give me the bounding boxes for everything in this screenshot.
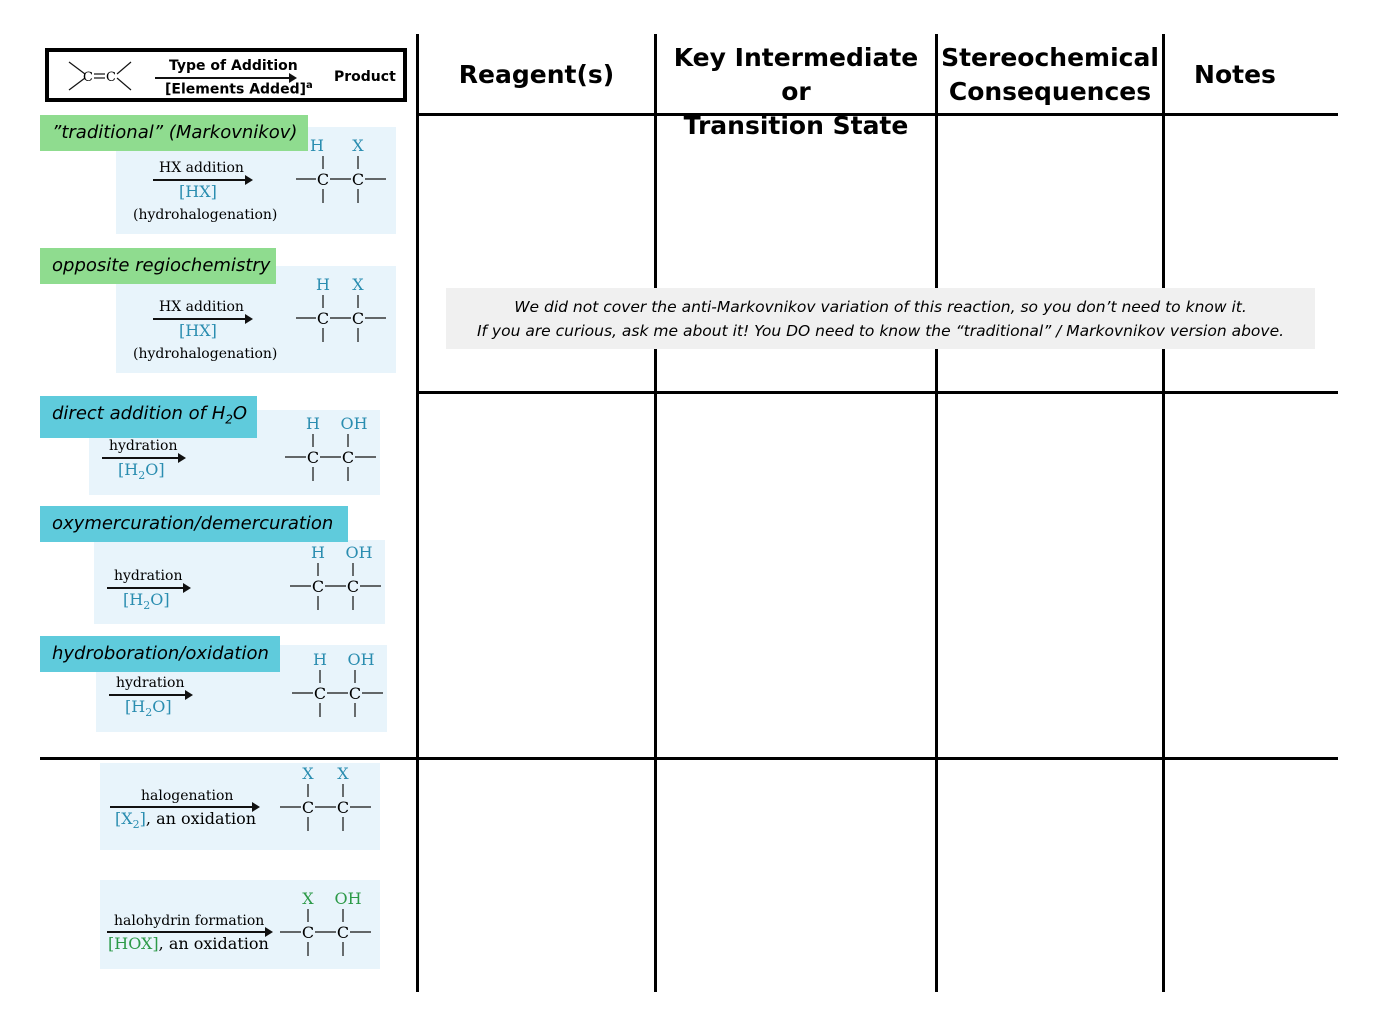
halogenation-top-left: X (302, 764, 314, 783)
oxymercuration-hydration-label: hydration (114, 568, 183, 584)
alkene-atom-right: C (106, 70, 116, 85)
halohydrin-label: halohydrin formation (114, 913, 265, 929)
legend-elements-text: [Elements Added] (165, 81, 306, 98)
hx-product-c1: C (316, 170, 330, 189)
halogenation-tail: , an oxidation (145, 809, 257, 828)
halohydrin-arrow (107, 931, 271, 933)
oxy-top-left: H (311, 543, 325, 562)
hb-top-right: OH (347, 650, 375, 669)
oxy-c2: C (346, 577, 360, 596)
column-divider-2 (654, 34, 657, 992)
note-line2: If you are curious, ask me about it! You DO need to know the “traditional” / Markovnikov version above. (476, 322, 1285, 340)
hx-product-c2: C (351, 170, 365, 189)
row-divider-2 (40, 757, 1338, 760)
header-key-intermediate (657, 41, 935, 143)
hx-opposite-c1: C (316, 309, 330, 328)
hx-opposite-addition-label: HX addition (159, 299, 244, 315)
oxy-el-prefix: [H (123, 590, 144, 609)
legend-type-of-addition: Type of Addition (169, 58, 298, 74)
header-key-intermediate-line1: Key Intermediate or (673, 43, 919, 106)
note-line1: We did not cover the anti-Markovnikov variation of this reaction, so you don’t need to know it. (514, 298, 1247, 316)
oxy-top-right: OH (345, 543, 373, 562)
column-divider-3 (935, 34, 938, 992)
hx-opposite-sublabel: (hydrohalogenation) (133, 346, 278, 362)
legend-box (45, 48, 407, 102)
hydroboration-elements (125, 697, 172, 719)
direct-hydration-elements (118, 460, 165, 482)
halogenation-label: halogenation (141, 788, 234, 804)
direct-hydration-arrow (102, 457, 184, 459)
halohydrin-c2: C (336, 923, 350, 942)
hb-el-prefix: [H (125, 697, 146, 716)
traditional-markovnikov-tag: ”traditional” (Markovnikov) (40, 115, 308, 151)
oxymercuration-arrow (107, 587, 189, 589)
halogenation-el-suffix: ] (139, 809, 146, 828)
halogenation-el-sub: 2 (132, 818, 140, 832)
row-divider-1 (416, 391, 1338, 394)
halogenation-arrow (110, 806, 258, 808)
direct-el-suffix: O] (145, 460, 165, 479)
halohydrin-top-left: X (302, 889, 314, 908)
header-reagents: Reagent(s) (458, 60, 615, 89)
header-stereochemical-line2: Consequences (948, 77, 1152, 106)
hb-el-sub: 2 (145, 706, 153, 720)
anti-markovnikov-note (446, 288, 1315, 349)
halogenation-c2: C (336, 798, 350, 817)
alkene-atom-left: C (83, 70, 93, 85)
direct-el-sub: 2 (138, 469, 146, 483)
oxy-el-sub: 2 (143, 599, 151, 613)
hx-product-structure (294, 136, 390, 208)
header-key-intermediate-line2: Transition State (683, 111, 909, 140)
hx-elements: [HX] (179, 182, 217, 201)
hx-opposite-arrow (153, 318, 251, 320)
halogenation-elements (115, 809, 256, 831)
header-stereochemical-line1: Stereochemical (941, 43, 1159, 72)
direct-tag-prefix: direct addition of H (52, 403, 226, 424)
column-divider-4 (1162, 34, 1165, 992)
hydroboration-product-structure (289, 649, 385, 721)
direct-c1: C (306, 448, 320, 467)
direct-top-right: OH (340, 414, 368, 433)
halohydrin-c1: C (301, 923, 315, 942)
direct-tag-sub: 2 (225, 412, 233, 427)
direct-el-prefix: [H (118, 460, 139, 479)
halogenation-product-structure (278, 763, 374, 835)
legend-elements-added (165, 80, 313, 98)
halohydrin-elements (108, 934, 269, 953)
hx-opposite-product-structure (294, 275, 390, 347)
oxy-el-suffix: O] (150, 590, 170, 609)
direct-addition-water-tag (40, 396, 257, 438)
hx-opposite-top-left: H (316, 275, 330, 294)
direct-c2: C (341, 448, 355, 467)
oxymercuration-elements (123, 590, 170, 612)
oxy-c1: C (311, 577, 325, 596)
halogenation-c1: C (301, 798, 315, 817)
hx-opposite-elements: [HX] (179, 321, 217, 340)
hx-opposite-c2: C (351, 309, 365, 328)
oxymercuration-tag: oxymercuration/demercuration (40, 506, 348, 542)
hx-arrow (153, 179, 251, 181)
hb-top-left: H (313, 650, 327, 669)
legend-product: Product (334, 69, 396, 85)
halogenation-top-right: X (337, 764, 349, 783)
hx-product-top-right: X (352, 136, 364, 155)
hb-el-suffix: O] (152, 697, 172, 716)
hx-opposite-top-right: X (352, 275, 364, 294)
hb-c2: C (348, 684, 362, 703)
hx-addition-label: HX addition (159, 160, 244, 176)
hydroboration-hydration-label: hydration (116, 675, 185, 691)
hx-product-top-left: H (310, 136, 324, 155)
hydroboration-arrow (109, 694, 191, 696)
column-divider-1 (416, 34, 419, 992)
header-notes: Notes (1194, 60, 1276, 89)
halohydrin-top-right: OH (334, 889, 362, 908)
header-stereochemical (938, 41, 1162, 109)
halohydrin-product-structure (278, 888, 374, 960)
direct-hydration-label: hydration (109, 438, 178, 454)
hx-sublabel: (hydrohalogenation) (133, 207, 278, 223)
halohydrin-el: [HOX] (108, 934, 159, 953)
hydroboration-tag: hydroboration/oxidation (40, 636, 280, 672)
direct-top-left: H (306, 414, 320, 433)
direct-tag-suffix: O (232, 403, 248, 424)
halogenation-el-prefix: [X (115, 809, 133, 828)
legend-footnote: a (306, 80, 313, 91)
opposite-regiochemistry-tag: opposite regiochemistry (40, 248, 276, 284)
halohydrin-tail: , an oxidation (158, 934, 269, 953)
oxymercuration-product-structure (287, 542, 383, 614)
hb-c1: C (313, 684, 327, 703)
alkene-icon (63, 58, 135, 94)
legend-arrow (155, 77, 295, 79)
direct-water-product-structure (282, 413, 378, 485)
